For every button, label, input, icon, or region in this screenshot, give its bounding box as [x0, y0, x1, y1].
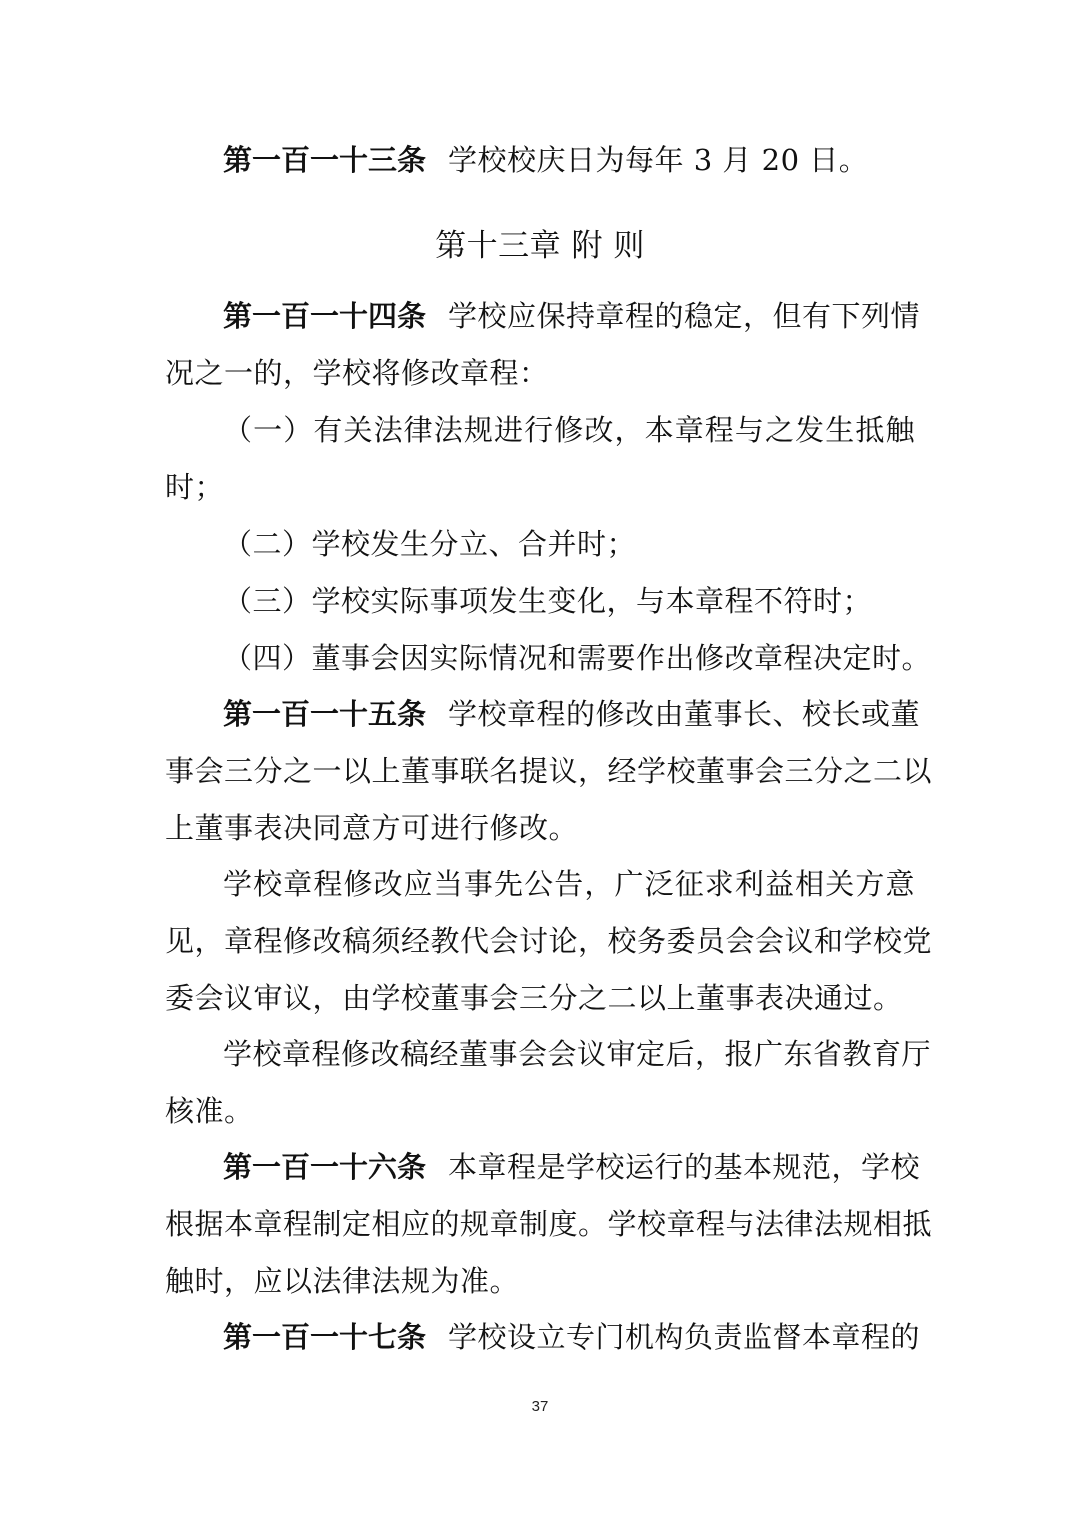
article-text: 学校应保持章程的稳定，但有下列情: [448, 299, 921, 333]
paragraph-1-line-3: 委会议审议，由学校董事会三分之二以上董事表决通过。: [165, 981, 903, 1015]
article-label: 第一百一十七条: [223, 1320, 427, 1354]
item-4: （四）董事会因实际情况和需要作出修改章程决定时。: [223, 641, 932, 675]
article-117-line-1: [223, 1317, 921, 1357]
article-label: 第一百一十三条: [223, 143, 427, 177]
article-label: 第一百一十四条: [223, 299, 427, 333]
paragraph-2-line-2: 核准。: [165, 1094, 254, 1128]
article-text: 本章程是学校运行的基本规范，学校: [448, 1150, 921, 1184]
article-text: 学校章程的修改由董事长、校长或董: [448, 697, 921, 731]
article-114-line-1: [223, 296, 921, 336]
item-3: （三）学校实际事项发生变化，与本章程不符时；: [223, 584, 873, 618]
paragraph-1-line-1: 学校章程修改应当事先公告，广泛征求利益相关方意: [223, 867, 915, 901]
article-116-line-2: 根据本章程制定相应的规章制度。学校章程与法律法规相抵: [165, 1207, 933, 1241]
article-label: 第一百一十六条: [223, 1150, 427, 1184]
paragraph-1-line-2: 见，章程修改稿须经教代会讨论，校务委员会会议和学校党: [165, 924, 933, 958]
page-number: 37: [531, 1398, 549, 1415]
article-116-line-3: 触时，应以法律法规为准。: [165, 1264, 520, 1298]
item-2: （二）学校发生分立、合并时；: [223, 527, 637, 561]
article-114-line-2: 况之一的，学校将修改章程：: [165, 356, 549, 390]
item-1-line-2: 时；: [165, 470, 225, 504]
article-115-line-3: 上董事表决同意方可进行修改。: [165, 811, 579, 845]
article-116-line-1: [223, 1147, 921, 1187]
paragraph-2-line-1: 学校章程修改稿经董事会会议审定后，报广东省教育厅: [223, 1037, 932, 1071]
article-113: [223, 140, 915, 180]
article-115-line-1: [223, 694, 921, 734]
article-text: 学校校庆日为每年 3 月 20 日。: [448, 143, 869, 177]
article-text: 学校设立专门机构负责监督本章程的: [448, 1320, 921, 1354]
chapter-title: 第十三章 附 则: [435, 228, 645, 264]
article-115-line-2: 事会三分之一以上董事联名提议，经学校董事会三分之二以: [165, 754, 933, 788]
article-label: 第一百一十五条: [223, 697, 427, 731]
item-1-line-1: （一）有关法律法规进行修改，本章程与之发生抵触: [223, 413, 915, 447]
